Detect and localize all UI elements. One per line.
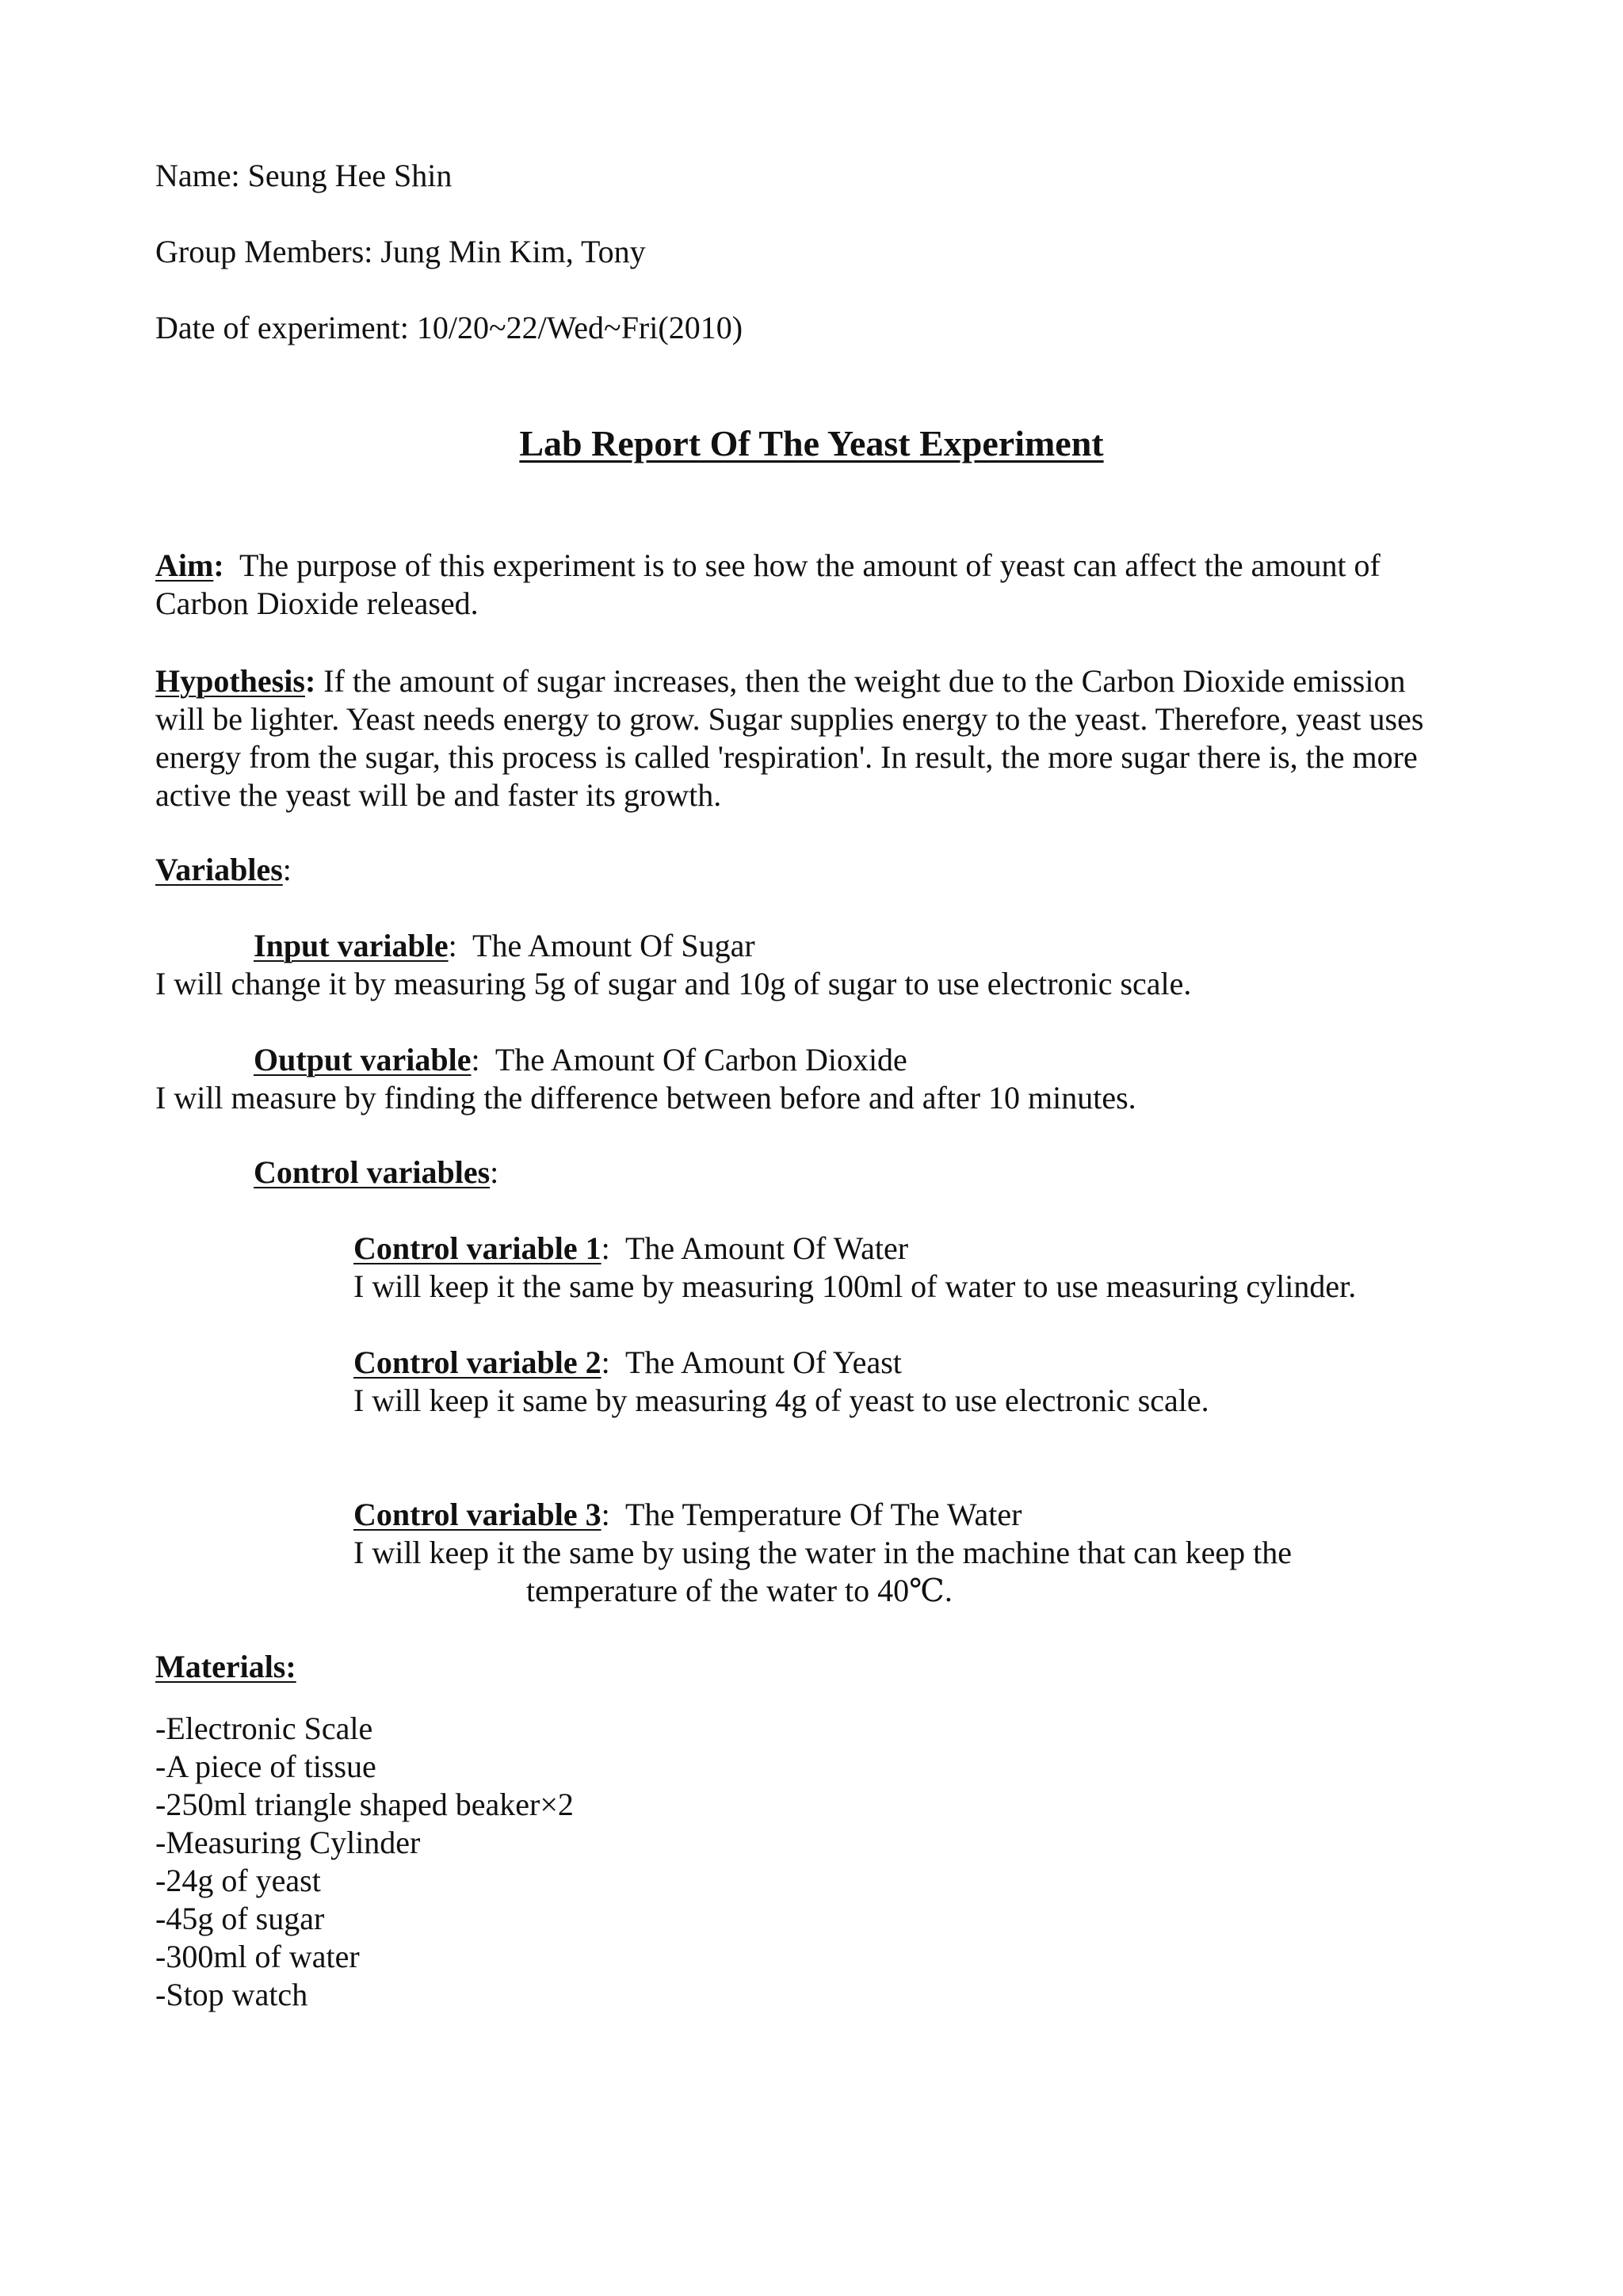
list-item: -Measuring Cylinder — [155, 1825, 421, 1860]
aim-line-1 — [155, 547, 1381, 585]
group-members-value: Jung Min Kim, Tony — [380, 234, 646, 269]
control-variables-colon: : — [490, 1154, 499, 1190]
control-variable-1-colon: : — [601, 1230, 610, 1266]
control-variable-3-value: The Temperature Of The Water — [624, 1497, 1022, 1532]
output-variable-colon: : — [471, 1042, 480, 1077]
input-variable-label: Input variable — [254, 928, 449, 963]
list-item: -250ml triangle shaped beaker×2 — [155, 1787, 574, 1822]
name-value: Seung Hee Shin — [247, 158, 453, 193]
variables-heading-line — [155, 851, 292, 889]
list-item: -Stop watch — [155, 1977, 308, 2012]
document-title: Lab Report Of The Yeast Experiment — [519, 423, 1104, 463]
group-members-line — [155, 233, 646, 271]
control-variable-1-label: Control variable 1 — [353, 1230, 601, 1266]
control-variable-2-description: I will keep it same by measuring 4g of yeast to use electronic scale. — [353, 1383, 1209, 1418]
hypothesis-line-3: energy from the sugar, this process is called 'respiration'. In result, the more sugar there is, the more — [155, 739, 1418, 775]
control-variable-3-description-1: I will keep it the same by using the water in the machine that can keep the — [353, 1535, 1293, 1570]
input-variable-colon: : — [448, 928, 457, 963]
control-variables-heading-line — [254, 1154, 498, 1192]
variables-colon: : — [282, 852, 292, 887]
aim-text-1: The purpose of this experiment is to see how the amount of yeast can affect the amount of — [239, 547, 1381, 583]
name-line — [155, 157, 452, 195]
list-item: -Electronic Scale — [155, 1711, 373, 1746]
aim-heading: Aim — [155, 547, 214, 583]
hypothesis-line-4: active the yeast will be and faster its growth. — [155, 777, 722, 813]
variables-heading: Variables — [155, 852, 283, 887]
control-variable-1-value: The Amount Of Water — [624, 1230, 909, 1266]
control-variable-3-colon: : — [601, 1497, 610, 1532]
control-variable-2-line — [353, 1344, 902, 1382]
group-members-label: Group Members: — [155, 234, 373, 269]
input-variable-line — [254, 927, 755, 965]
control-variable-2-value: The Amount Of Yeast — [624, 1344, 902, 1380]
control-variables-heading: Control variables — [254, 1154, 491, 1190]
list-item: -45g of sugar — [155, 1901, 325, 1936]
name-label: Name: — [155, 158, 240, 193]
control-variable-3-label: Control variable 3 — [353, 1497, 601, 1532]
materials-list — [155, 1710, 574, 2014]
list-item: -24g of yeast — [155, 1863, 321, 1898]
date-line — [155, 309, 743, 347]
control-variable-3-line — [353, 1496, 1022, 1534]
list-item: -A piece of tissue — [155, 1749, 376, 1784]
hypothesis-line-2: will be lighter. Yeast needs energy to grow. Sugar supplies energy to the yeast. Therefore, yeast uses — [155, 701, 1424, 737]
output-variable-line — [254, 1041, 907, 1079]
aim-colon: : — [213, 547, 224, 583]
control-variable-2-label: Control variable 2 — [353, 1344, 601, 1380]
date-label: Date of experiment: — [155, 310, 409, 345]
materials-heading: Materials: — [155, 1649, 296, 1684]
control-variable-1-line — [353, 1230, 908, 1268]
control-variable-1-description: I will keep it the same by measuring 100ml of water to use measuring cylinder. — [353, 1268, 1357, 1304]
hypothesis-text-1: If the amount of sugar increases, then the weight due to the Carbon Dioxide emission — [323, 663, 1406, 699]
hypothesis-colon: : — [304, 663, 316, 699]
input-variable-description: I will change it by measuring 5g of sugar and 10g of sugar to use electronic scale. — [155, 966, 1192, 1001]
aim-line-2: Carbon Dioxide released. — [155, 585, 479, 621]
list-item: -300ml of water — [155, 1939, 360, 1974]
input-variable-value: The Amount Of Sugar — [472, 928, 755, 963]
hypothesis-heading: Hypothesis — [155, 663, 305, 699]
control-variable-3-description-2: temperature of the water to 40℃. — [526, 1573, 953, 1608]
hypothesis-line-1 — [155, 662, 1405, 700]
date-value: 10/20~22/Wed~Fri(2010) — [416, 310, 743, 345]
control-variable-2-colon: : — [601, 1344, 610, 1380]
output-variable-value: The Amount Of Carbon Dioxide — [495, 1042, 907, 1077]
output-variable-description: I will measure by finding the difference between before and after 10 minutes. — [155, 1080, 1136, 1116]
output-variable-label: Output variable — [254, 1042, 472, 1077]
